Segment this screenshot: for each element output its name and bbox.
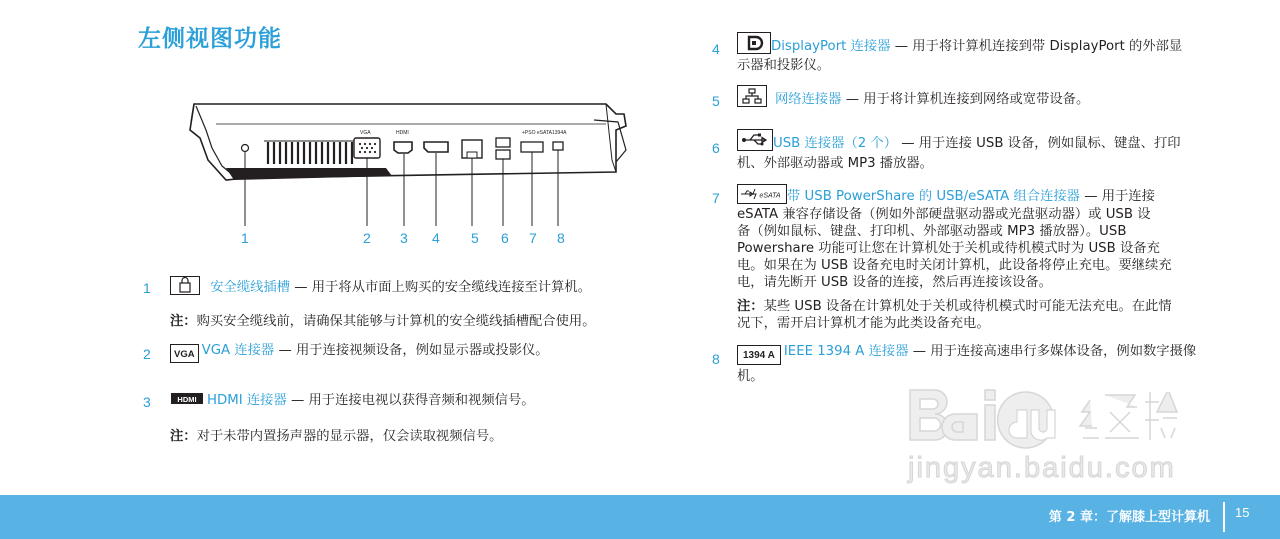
item-desc-cont: 机、外部驱动器或 MP3 播放器。: [737, 156, 933, 171]
item-number: 2: [143, 346, 151, 362]
feature-item-security-slot: [143, 280, 683, 302]
item-number: 8: [712, 351, 720, 367]
feature-item-usb: [712, 138, 1252, 176]
lock-icon: [170, 276, 200, 295]
note-text-cont: 况下，需开启计算机才能为此类设备充电。: [737, 316, 990, 331]
callout-5: 5: [471, 230, 479, 246]
item-term: 带 USB PowerShare 的 USB/eSATA 组合连接器: [787, 189, 1080, 204]
svg-text:HDMI: HDMI: [177, 395, 197, 404]
footer-divider: [1223, 502, 1225, 532]
item-desc-cont: 示器和投影仪。: [737, 58, 831, 73]
item-number: 6: [712, 140, 720, 156]
feature-item-vga: [143, 343, 683, 368]
laptop-left-side-diagram: [186, 100, 636, 250]
feature-item-usb-esata: [712, 190, 1252, 290]
item-desc-line: Powershare 功能可让您在计算机处于关机或待机模式时为 USB 设备充: [737, 241, 1160, 256]
callout-3: 3: [400, 230, 408, 246]
ieee1394-icon-label: 1394 A: [743, 350, 775, 361]
item-term: DisplayPort 连接器: [771, 39, 891, 54]
page-footer: [0, 495, 1280, 539]
displayport-icon: [737, 32, 771, 54]
note-label: 注：: [170, 429, 197, 444]
item-desc: — 用于连接视频设备，例如显示器或投影仪。: [274, 343, 549, 358]
item-desc: — 用于将从市面上购买的安全缆线连接至计算机。: [290, 280, 591, 295]
note-text: 购买安全缆线前，请确保其能够与计算机的安全缆线插槽配合使用。: [196, 314, 596, 329]
baidu-logo-icon: [905, 380, 1205, 455]
feature-item-network: [712, 91, 1252, 113]
callout-1: 1: [241, 230, 249, 246]
feature-item-hdmi: [143, 394, 683, 416]
callout-6: 6: [501, 230, 509, 246]
item-desc-line: 电。如果在为 USB 设备充电时关闭计算机，此设备将停止充电。要继续充: [737, 258, 1172, 273]
note-label: 注：: [170, 314, 197, 329]
baidu-watermark: [905, 380, 1205, 495]
page-title: 左侧视图功能: [138, 26, 282, 52]
item-desc-cont: 机。: [737, 369, 764, 384]
item-number: 3: [143, 394, 151, 410]
note-usb-charging: [737, 298, 1257, 332]
item-term: HDMI 连接器: [207, 393, 287, 408]
callout-7: 7: [529, 230, 537, 246]
feature-item-displayport: [712, 38, 1252, 76]
item-desc: — 用于连接高速串行多媒体设备，例如数字摄像: [908, 344, 1197, 359]
item-desc: — 用于将计算机连接到带 DisplayPort 的外部显: [890, 39, 1183, 54]
port-label-vga: VGA: [360, 130, 371, 136]
item-term: VGA 连接器: [201, 343, 275, 358]
vga-icon-label: VGA: [174, 349, 195, 360]
note-label: 注：: [737, 299, 764, 314]
network-icon: [737, 85, 767, 107]
note-security-cable: [170, 313, 690, 330]
item-number: 1: [143, 280, 151, 296]
usb-esata-icon-label: eSATA: [759, 192, 781, 200]
hdmi-icon: [170, 390, 204, 409]
item-desc: — 用于连接: [1079, 189, 1155, 204]
item-term: USB 连接器（2 个）: [773, 136, 897, 151]
item-number: 7: [712, 190, 720, 206]
item-term: IEEE 1394 A 连接器: [783, 344, 909, 359]
item-number: 4: [712, 41, 720, 57]
item-desc-line: eSATA 兼容存储设备（例如外部硬盘驱动器或光盘驱动器）或 USB 设: [737, 207, 1151, 222]
item-desc-line: 电，请先断开 USB 设备的连接，然后再连接该设备。: [737, 275, 1052, 290]
footer-page-number: 15: [1235, 505, 1250, 520]
note-hdmi: [170, 428, 690, 445]
ieee1394-icon: [737, 345, 781, 365]
item-desc: — 用于连接电视以获得音频和视频信号。: [286, 393, 535, 408]
item-desc-line: 备（例如鼠标、键盘、打印机、外部驱动器或 MP3 播放器）。USB: [737, 224, 1127, 239]
port-label-esata: +PSO eSATA: [522, 130, 552, 136]
item-term: 安全缆线插槽: [210, 280, 291, 295]
note-text: 对于未带内置扬声器的显示器，仅会读取视频信号。: [196, 429, 503, 444]
item-term: 网络连接器: [775, 92, 842, 107]
note-text: 某些 USB 设备在计算机处于关机或待机模式时可能无法充电。在此情: [763, 299, 1172, 314]
callout-4: 4: [432, 230, 440, 246]
item-desc: — 用于连接 USB 设备，例如鼠标、键盘、打印: [897, 136, 1181, 151]
footer-chapter-title: 第 2 章：了解膝上型计算机: [1048, 510, 1210, 525]
item-number: 5: [712, 93, 720, 109]
watermark-text: jingyan.baidu.com: [908, 452, 1176, 484]
usb-esata-icon: [737, 184, 787, 204]
vga-icon: [170, 344, 199, 363]
port-label-hdmi: HDMI: [396, 130, 409, 136]
item-desc: — 用于将计算机连接到网络或宽带设备。: [841, 92, 1090, 107]
callout-2: 2: [363, 230, 371, 246]
usb-icon: [737, 129, 773, 151]
port-label-1394: 1394A: [552, 130, 567, 136]
callout-8: 8: [557, 230, 565, 246]
